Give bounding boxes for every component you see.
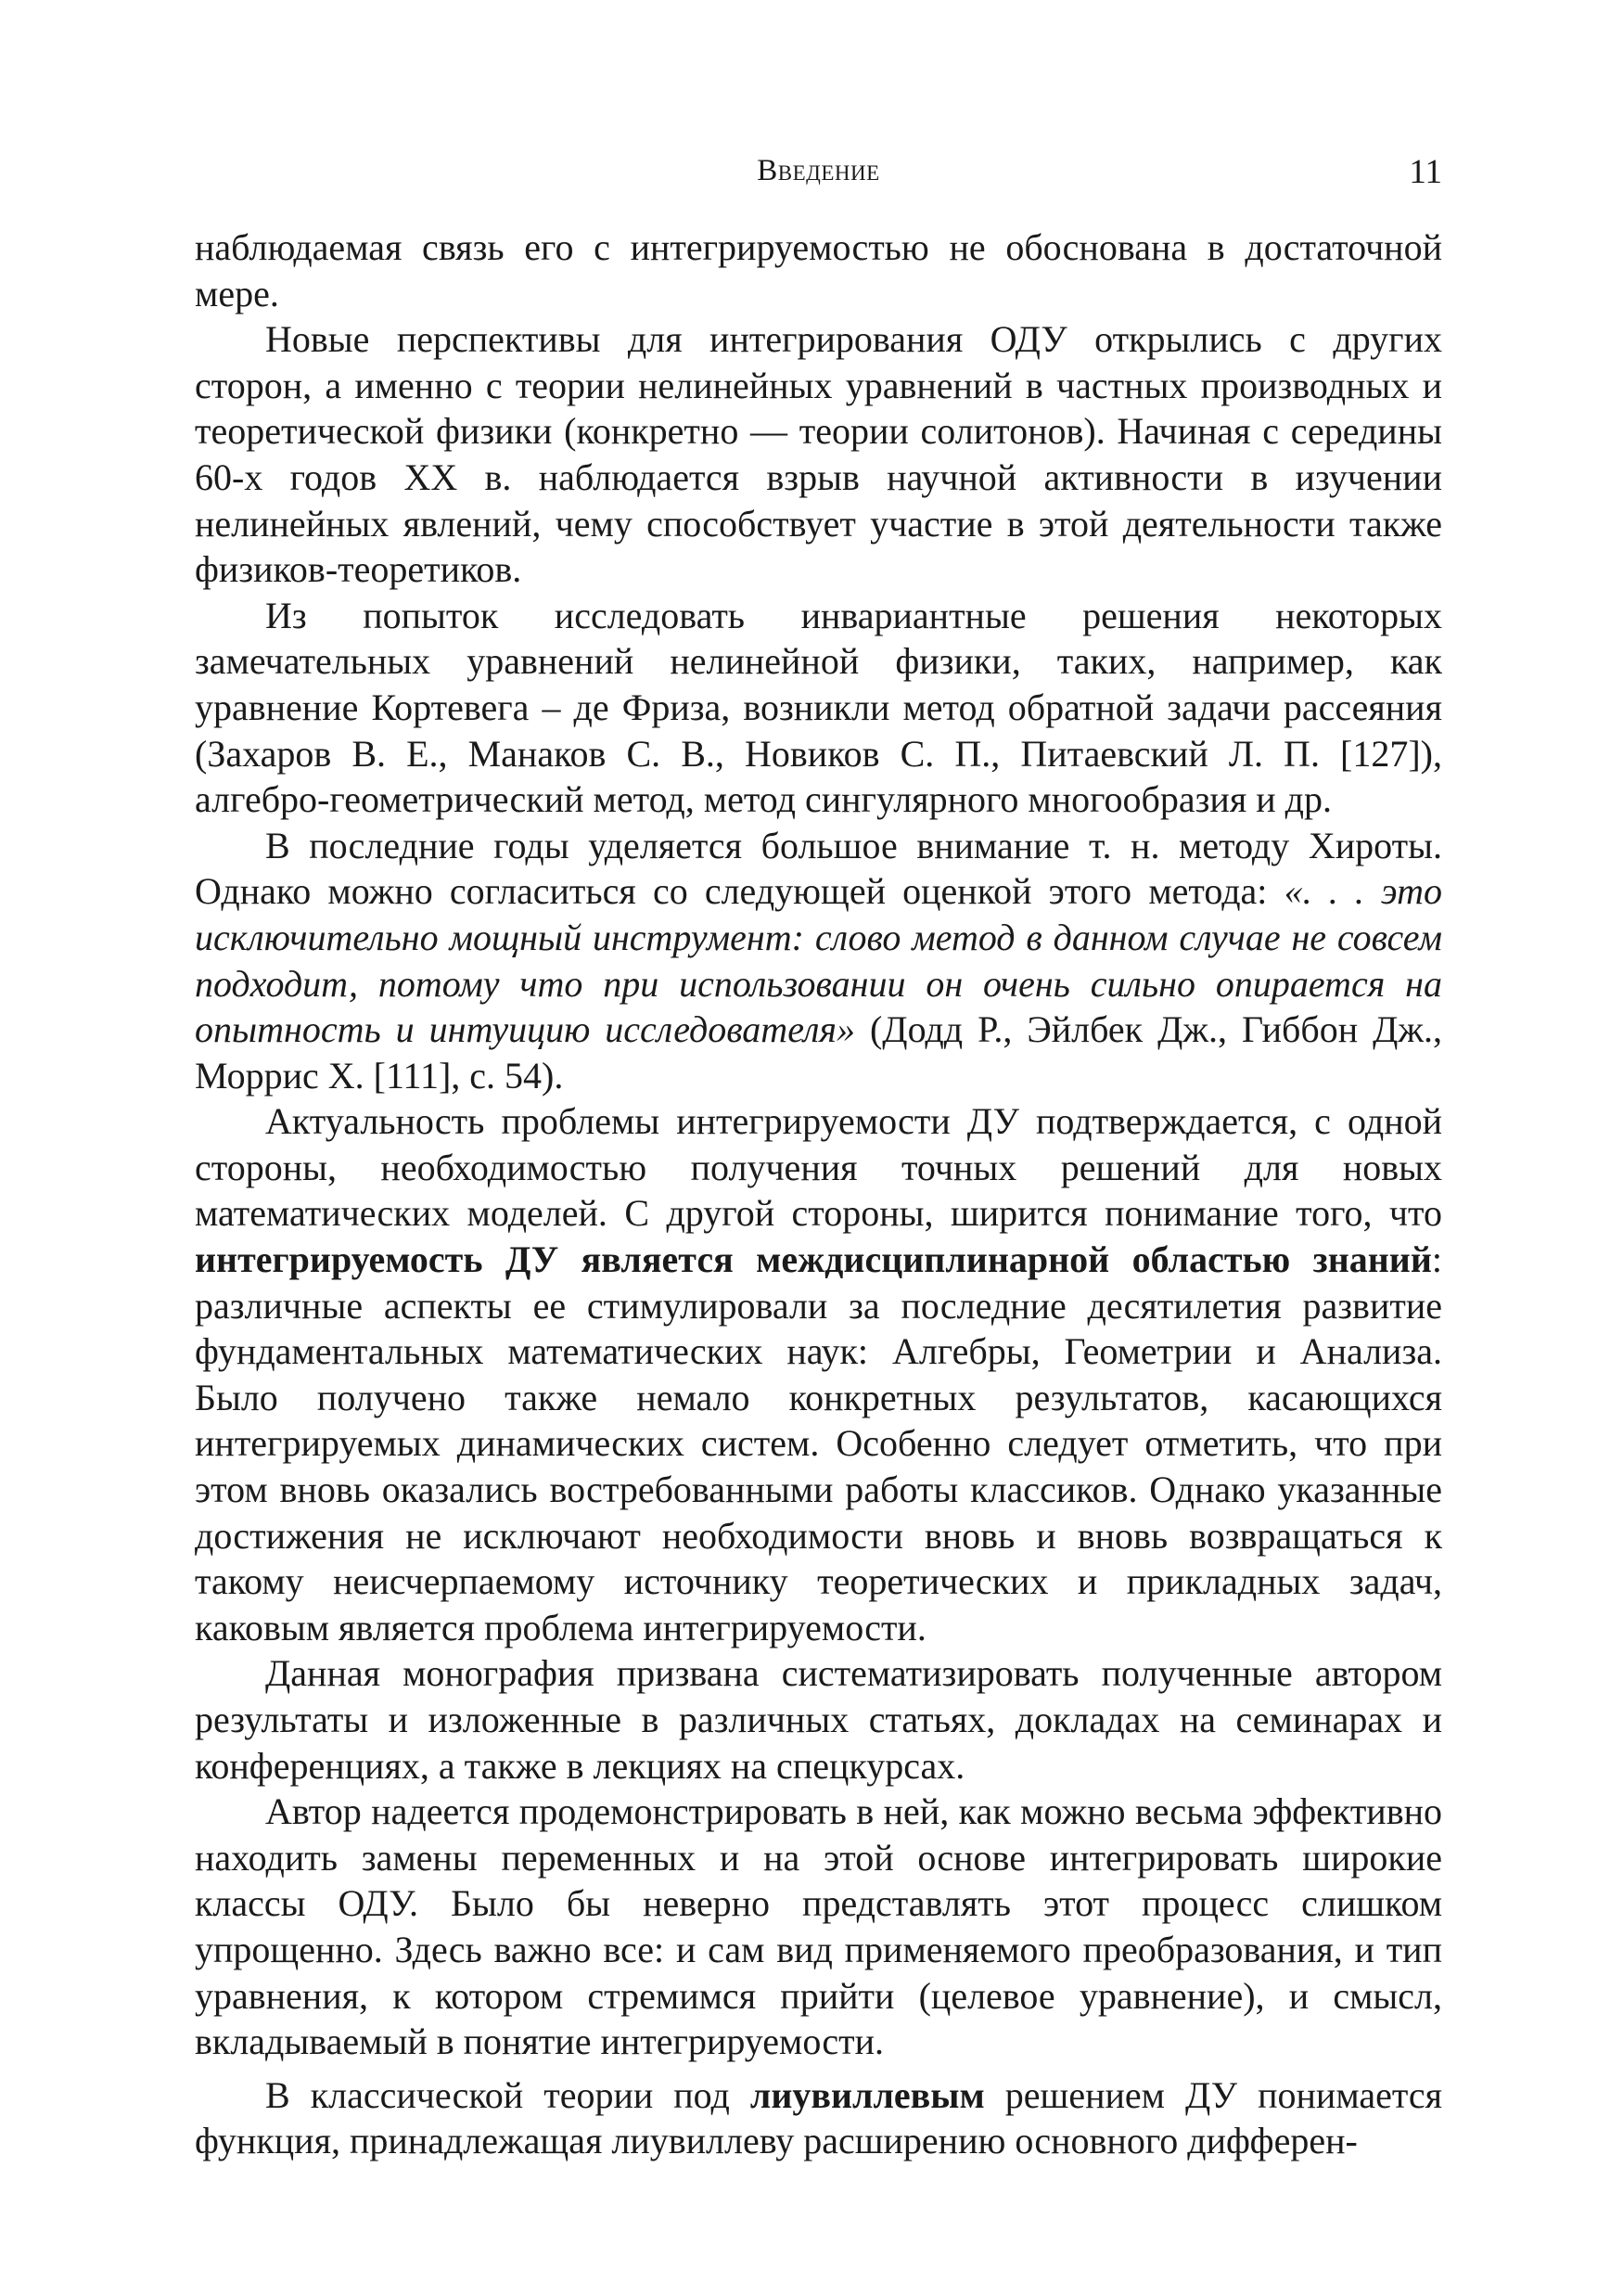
paragraph-text: Автор надеется продемонстрировать в ней, как можно весьма эффективно находить замены переменных и на этой основе интегрировать широкие классы ОДУ. Было бы неверно представлять этот процесс слишком упрощенно. Здесь важно все: и сам вид применяемого преобразования, и тип уравнения, к котором стремимся прийти (целевое уравнение), и смысл, вкладываемый в понятие интегрируемости.	[195, 1790, 1442, 2063]
italic-quote: «. . . это исключительно мощный инструмент: слово метод в данном случае не совсем подходит, потому что при использовании он очень сильно опирается на опытность и интуицию исследователя»	[195, 870, 1442, 1051]
paragraph	[195, 823, 1442, 1099]
document-page	[195, 148, 1442, 2164]
paragraph	[195, 1650, 1442, 1789]
paragraph-text: (Додд Р., Эйлбек Дж., Гиббон Дж., Моррис Х. [111], с. 54).	[195, 1008, 1443, 1097]
paragraph-text: В классической теории под	[265, 2073, 750, 2116]
paragraph-text: Данная монография призвана систематизировать полученные автором результаты и изложенные в различных статьях, докладах на семинарах и конференциях, а также в лекциях на спецкурсах.	[195, 1652, 1442, 1787]
header-title: Введение	[757, 154, 880, 187]
bold-emphasis: интегрируемость ДУ является междисциплинарной областью знаний	[195, 1238, 1432, 1281]
paragraph-text: решением ДУ понимается функция, принадлежащая лиувиллеву расширению основного дифферен-	[195, 2073, 1442, 2162]
paragraph	[195, 1098, 1442, 1650]
paragraph-text: Из попыток исследовать инвариантные решения некоторых замечательных уравнений нелинейной физики, таких, например, как уравнение Кортевега – де Фриза, возникли метод обратной задачи рассеяния (Захаров В. Е., Манаков С. В., Новиков С. П., Питаевский Л. П. [127]), алгебро-геометрический метод, метод сингулярного многообразия и др.	[195, 594, 1442, 821]
paragraph	[195, 593, 1442, 823]
paragraph-text: В последние годы уделяется большое внимание т. н. методу Хироты. Однако можно согласиться со следующей оценкой этого метода:	[195, 824, 1442, 913]
paragraph-text: Новые перспективы для интегрирования ОДУ открылись с других сторон, а именно с теории нелинейных уравнений в частных производных и теоретической физики (конкретно — теории солитонов). Начиная с середины 60-х годов XX в. наблюдается взрыв научной активности в изучении нелинейных явлений, чему способствует участие в этой деятельности также физиков-теоретиков.	[195, 318, 1442, 591]
paragraph	[195, 2072, 1442, 2164]
body-text	[195, 224, 1442, 2164]
paragraph	[195, 1789, 1442, 2065]
running-header	[195, 148, 1442, 200]
paragraph	[195, 224, 1442, 316]
paragraph-text: Актуальность проблемы интегрируемости ДУ подтверждается, с одной стороны, необходимостью получения точных решений для новых математических моделей. С другой стороны, ширится понимание того, что	[195, 1100, 1442, 1235]
paragraph-text: : различные аспекты ее стимулировали за последние десятилетия развитие фундаментальных математических наук: Алгебры, Геометрии и Анализа. Было получено также немало конкретных результатов, касающихся интегрируемых динамических систем. Особенно следует отметить, что при этом вновь оказались востребованными работы классиков. Однако указанные достижения не исключают необходимости вновь и вновь возвращаться к такому неисчерпаемому источнику теоретических и прикладных задач, каковым является проблема интегрируемости.	[195, 1238, 1442, 1648]
paragraph	[195, 316, 1442, 593]
paragraph-text: наблюдаемая связь его с интегрируемостью не обоснована в достаточной мере.	[195, 226, 1442, 314]
bold-term: лиувиллевым	[749, 2073, 985, 2116]
page-number: 11	[1409, 153, 1442, 191]
